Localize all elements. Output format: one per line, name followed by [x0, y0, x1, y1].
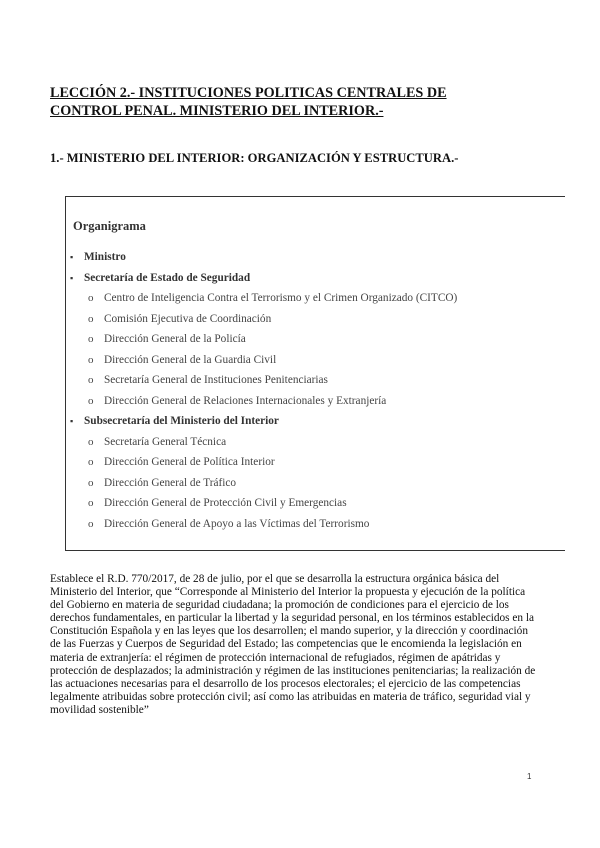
section-heading: 1.- MINISTERIO DEL INTERIOR: ORGANIZACIÓN Y ESTRUCTURA.-	[50, 151, 459, 165]
organigrama-subitem	[66, 514, 546, 535]
circle-bullet-icon: o	[88, 435, 94, 448]
organigrama-item-label: Dirección General de la Guardia Civil	[104, 353, 277, 366]
organigrama-figure	[65, 196, 565, 551]
circle-bullet-icon: o	[88, 333, 94, 345]
organigrama-item-label: Dirección General de Apoyo a las Víctimas del Terrorismo	[104, 517, 370, 530]
lesson-title-line-2: CONTROL PENAL. MINISTERIO DEL INTERIOR.-	[50, 103, 384, 119]
body-paragraph: Establece el R.D. 770/2017, de 28 de julio, por el que se desarrolla la estructura orgánica básica del Ministerio del Interior, que “Corresponde al Ministerio del Interior la propuesta y ejecución de la política del Gobierno en materia de seguridad ciudadana; la promoción de condiciones para el ejercicio de los derechos fundamentales, en particular la libertad y la seguridad personal, en los términos establecidos en la Constitución Española y en las leyes que los desarrollen; el mando superior, y la dirección y coordinación de las Fuerzas y Cuerpos de Seguridad del Estado; las competencias que le encomienda la legislación en materia de extranjería: el régimen de protección internacional de refugiados, régimen de apátridas y protección de desplazados; la administración y régimen de las instituciones penitenciarias; la realización de las actuaciones necesarias para el desarrollo de los procesos electorales; el ejercicio de las competencias legalmente atribuidas sobre protección civil; así como las atribuidas en materia de tráfico, seguridad vial y movilidad sostenible”	[50, 573, 536, 716]
organigrama-item-label: Dirección General de Tráfico	[104, 476, 237, 489]
circle-bullet-icon: o	[88, 497, 94, 509]
circle-bullet-icon: o	[88, 374, 94, 386]
organigrama-item	[66, 411, 546, 432]
organigrama-item-label: Dirección General de Relaciones Internacionales y Extranjería	[104, 394, 387, 407]
circle-bullet-icon: o	[88, 394, 94, 407]
organigrama-item-label: Ministro	[84, 251, 126, 263]
square-bullet-icon: ▪	[70, 272, 74, 283]
square-bullet-icon: ▪	[70, 416, 74, 426]
organigrama-subitem	[66, 329, 546, 350]
organigrama-subitem	[66, 370, 546, 391]
circle-bullet-icon: o	[88, 353, 94, 366]
organigrama-item-label: Dirección General de Política Interior	[104, 456, 275, 468]
organigrama-item-label: Secretaría General Técnica	[104, 435, 227, 448]
circle-bullet-icon: o	[88, 312, 94, 325]
organigrama-item-label: Comisión Ejecutiva de Coordinación	[104, 312, 272, 325]
organigrama-list	[66, 247, 546, 534]
organigrama-item	[66, 247, 546, 268]
organigrama-subitem	[66, 432, 546, 453]
organigrama-subitem	[66, 288, 546, 309]
organigrama-subitem	[66, 391, 546, 412]
organigrama-item-label: Dirección General de Protección Civil y Emergencias	[104, 497, 347, 509]
organigrama-subitem	[66, 350, 546, 371]
organigrama-item-label: Centro de Inteligencia Contra el Terrorismo y el Crimen Organizado (CITCO)	[104, 292, 458, 304]
organigrama-item	[66, 268, 546, 289]
square-bullet-icon: ▪	[70, 252, 74, 262]
organigrama-title: Organigrama	[73, 219, 146, 233]
lesson-title	[50, 84, 470, 120]
organigrama-subitem	[66, 452, 546, 473]
organigrama-subitem	[66, 473, 546, 494]
circle-bullet-icon: o	[88, 456, 94, 468]
organigrama-item-label: Secretaría de Estado de Seguridad	[84, 271, 251, 284]
circle-bullet-icon: o	[88, 517, 94, 530]
page-number: 1	[527, 772, 532, 781]
circle-bullet-icon: o	[88, 292, 94, 304]
circle-bullet-icon: o	[88, 476, 94, 489]
lesson-title-line-1: LECCIÓN 2.- INSTITUCIONES POLITICAS CENTRALES DE	[50, 85, 447, 101]
organigrama-item-label: Subsecretaría del Ministerio del Interior	[84, 415, 279, 427]
organigrama-item-label: Secretaría General de Instituciones Penitenciarias	[104, 374, 328, 386]
organigrama-subitem	[66, 309, 546, 330]
organigrama-item-label: Dirección General de la Policía	[104, 333, 246, 345]
organigrama-subitem	[66, 493, 546, 514]
